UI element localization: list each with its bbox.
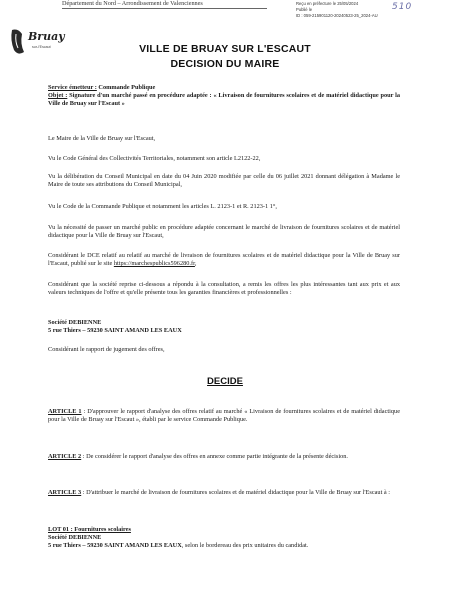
article-3-label: ARTICLE 3: [48, 489, 82, 496]
paragraph-dce: [48, 252, 400, 268]
department-header: Département du Nord – Arrondissement de Valenciennes: [62, 0, 267, 9]
lot-heading: LOT 01 : Fournitures scolaires: [48, 526, 131, 533]
company-address: 5 rue Thiers – 59230 SAINT AMAND LES EAUX: [48, 327, 182, 334]
lot-address-line: [48, 542, 400, 550]
article-3-text: : D'attribuer le marché de livraison de fournitures scolaires et de matériel didactique pour la Ville de Bruay sur l'Escaut à :: [81, 489, 391, 496]
article-1-text: : D'approuver le rapport d'analyse des offres relatif au marché « Livraison de fournitures scolaires et de matériel didactique pour la Ville de Bruay sur l'Escaut », établi par le service Commande Publique.: [48, 408, 400, 424]
stamp-line-received: Reçu en préfecture le 25/05/2024: [296, 1, 359, 6]
lot-company: Société DEBIENNE: [48, 534, 102, 541]
document-title: VILLE DE BRUAY SUR L'ESCAUT: [139, 43, 311, 55]
service-line: [48, 84, 400, 92]
company-name: Société DEBIENNE: [48, 319, 102, 326]
article-1: [48, 408, 400, 424]
objet-label: Objet :: [48, 92, 68, 99]
service-value: Commande Publique: [96, 84, 156, 91]
dce-text: Considérant le DCE relatif au relatif au marché de livraison de fournitures scolaires et de matériel didactique pour la Ville de Bruay sur l'Escaut, publié sur le site: [48, 252, 400, 268]
dce-end: ,: [194, 260, 197, 268]
paragraph-offre: Considérant que la société reprise ci-dessous a répondu à la consultation, a remis les offres les plus intéressantes tant aux prix et aux valeurs techniques de l'offre et qu'elle présente tous les garanties financières et professionnelles :: [48, 281, 400, 297]
article-3: [48, 489, 400, 497]
handwritten-number: 510: [392, 2, 413, 12]
stamp-line-id: ID : 059-215901120-20240523-25_2024-AU: [296, 13, 378, 19]
paragraph-vu-deliberation: Vu la délibération du Conseil Municipal en date du 04 Juin 2020 modifiée par celle du 06 juillet 2021 donnant délégation à Madame le Maire de toute ses attributions du Conseil Municipal,: [48, 173, 400, 189]
paragraph-maire: Le Maire de la Ville de Bruay sur l'Escaut,: [48, 135, 156, 142]
lot-address: 5 rue Thiers – 59230 SAINT AMAND LES EAUX: [48, 542, 182, 549]
article-2: [48, 453, 400, 461]
objet-line: [48, 92, 400, 108]
paragraph-vu-cgct: Vu le Code Général des Collectivités Territoriales, notamment son article L2122-22,: [48, 155, 261, 162]
stamp-line-published: Publié le: [296, 7, 313, 13]
paragraph-rapport: Considérant le rapport de jugement des offres,: [48, 346, 165, 353]
dce-link[interactable]: https://marchespublics596280.fr: [113, 260, 195, 268]
lot-tail: , selon le bordereau des prix unitaires du candidat.: [181, 542, 309, 549]
decide-heading: DECIDE: [207, 376, 243, 387]
paragraph-vu-necessite: Vu la nécessité de passer un marché public en procédure adaptée concernant le marché de livraison de fournitures scolaires et de matériel didactique pour la Ville de Bruay sur l'Escaut,: [48, 224, 400, 240]
logo-wordmark: Bruay: [28, 30, 65, 43]
article-1-label: ARTICLE 1: [48, 408, 82, 415]
article-2-label: ARTICLE 2: [48, 453, 82, 460]
document-subtitle: DECISION DU MAIRE: [170, 58, 280, 70]
paragraph-vu-code-commande: Vu le Code de la Commande Publique et notamment les articles L. 2123-1 et R. 2123-1 1°,: [48, 203, 277, 210]
service-label: Service émetteur :: [48, 84, 97, 91]
logo-subtitle: sur-l'Escaut: [32, 45, 51, 49]
prefecture-stamp: [296, 1, 444, 19]
article-2-text: : De considérer le rapport d'analyse des offres en annexe comme partie intégrante de la présente décision.: [81, 453, 348, 460]
objet-value: Signature d'un marché passé en procédure adaptée : « Livraison de fournitures scolaires et de matériel didactique pour la Ville de Bruay sur l'Escaut »: [48, 92, 400, 108]
